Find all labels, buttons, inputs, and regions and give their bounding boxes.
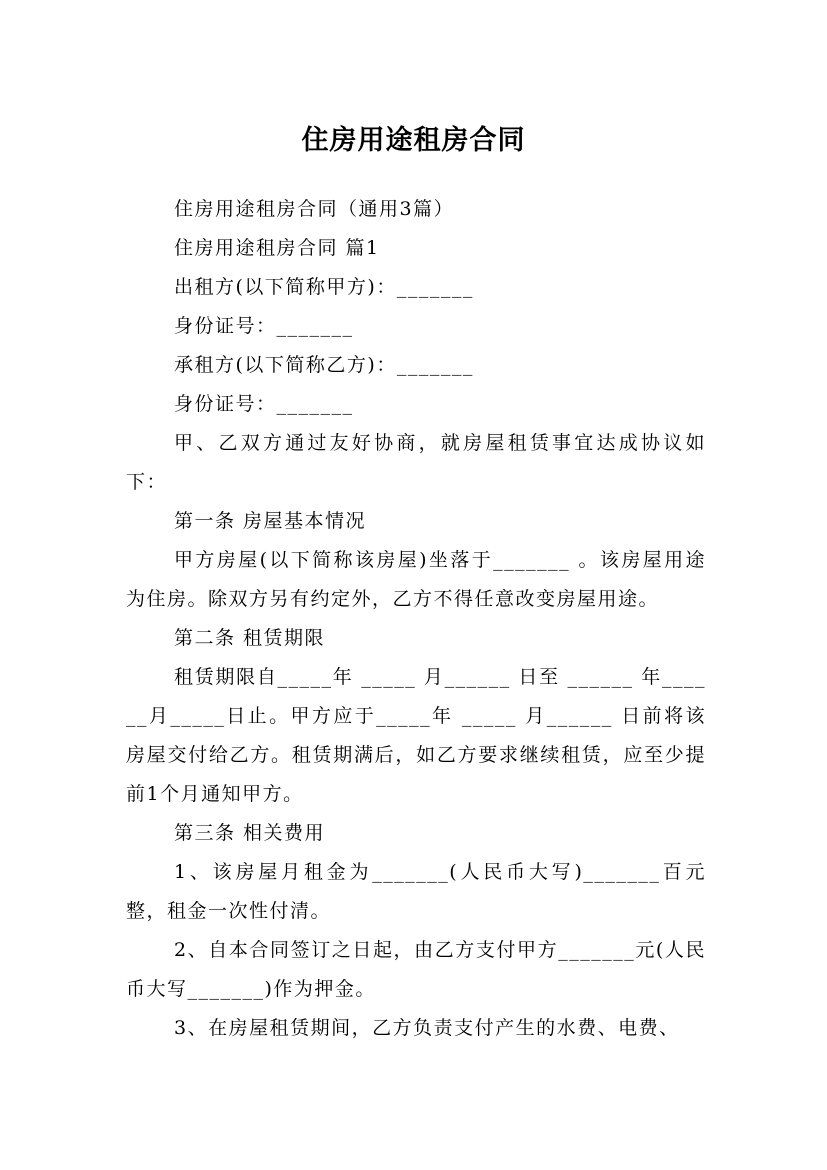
deposit-paragraph: 2、自本合同签订之日起，由乙方支付甲方_______元(人民币大写_______)作为押金。 xyxy=(126,939,706,1000)
lessor-id-line: 身份证号：_______ xyxy=(174,315,354,337)
article-2-paragraph: 租赁期限自_____年 _____ 月______ 日至 ______ 年______月_____日止。甲方应于_____年 _____ 月______ 日前将该房屋交付给乙方。租赁期满后，如乙方要求继续租赁，应至少提前1个月通知甲方。 xyxy=(126,666,706,805)
lessor-line: 出租方(以下简称甲方)：_______ xyxy=(174,276,474,298)
article-1-paragraph: 甲方房屋(以下简称该房屋)坐落于_______ 。该房屋用途为住房。除双方另有约定外，乙方不得任意改变房屋用途。 xyxy=(126,549,706,610)
subtitle-line: 住房用途租房合同（通用3篇） xyxy=(174,198,455,220)
utilities-paragraph: 3、在房屋租赁期间，乙方负责支付产生的水费、电费、 xyxy=(174,1017,680,1039)
section-heading-part-1: 住房用途租房合同 篇1 xyxy=(174,237,380,259)
rent-paragraph: 1、该房屋月租金为_______(人民币大写)_______百元整，租金一次性付清。 xyxy=(126,861,706,922)
document-title: 住房用途租房合同 xyxy=(301,125,526,157)
article-1-heading: 第一条 房屋基本情况 xyxy=(174,510,367,532)
lessee-line: 承租方(以下简称乙方)：_______ xyxy=(174,354,474,376)
article-2-heading: 第二条 租赁期限 xyxy=(174,627,326,649)
lessee-id-line: 身份证号：_______ xyxy=(174,393,354,415)
article-3-heading: 第三条 相关费用 xyxy=(174,822,326,844)
document-body xyxy=(126,190,706,1048)
agreement-intro-paragraph: 甲、乙双方通过友好协商，就房屋租赁事宜达成协议如下： xyxy=(126,432,706,493)
